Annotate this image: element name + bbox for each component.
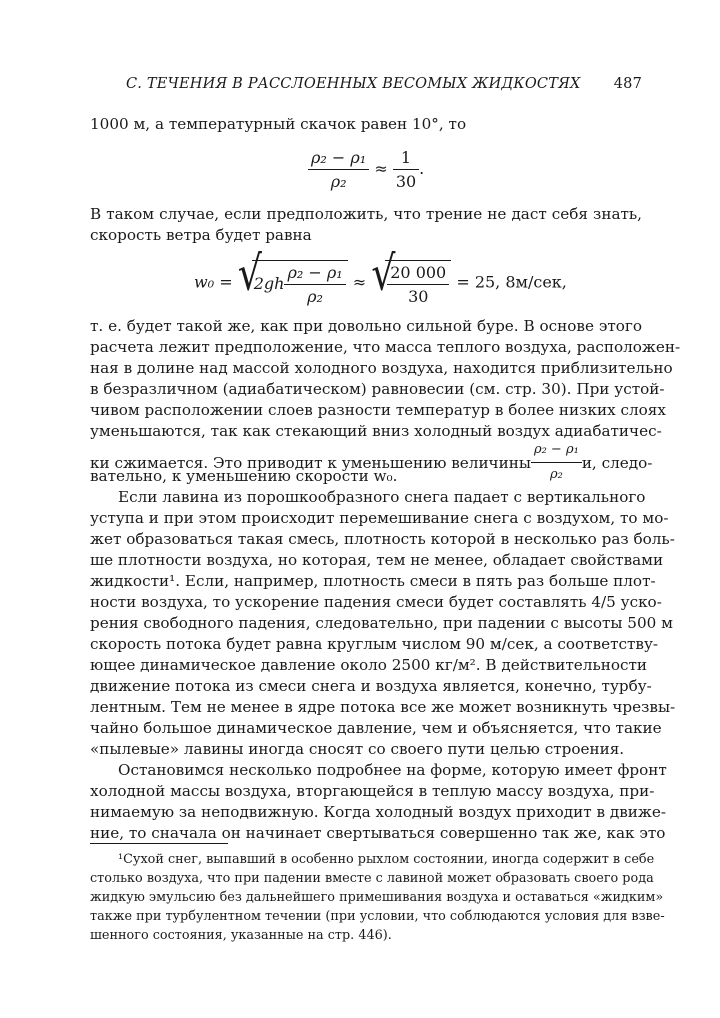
approx-sign: ≈ — [374, 159, 388, 178]
equation-result: = 25, 8м/сек, — [456, 272, 567, 292]
equation-density-ratio — [308, 148, 424, 191]
fraction-denominator: ρ₂ — [549, 467, 563, 482]
fraction-denominator: 30 — [395, 172, 417, 191]
footnote-line: также при турбулентном течении (при условии, что соблюдаются условия для взве- — [90, 909, 665, 924]
text-line: В таком случае, если предположить, что трение не даст себя знать, — [90, 205, 642, 223]
footnote-line: шенного состояния, указанные на стр. 446). — [90, 928, 392, 943]
fraction-denominator: ρ₂ — [307, 287, 323, 306]
inline-text: ки сжимается. Это приводит к уменьшению величины — [90, 453, 531, 472]
text-line: Если лавина из порошкообразного снега падает с вертикального — [118, 488, 646, 506]
fraction-denominator: 30 — [408, 287, 429, 306]
square-root: √ $\frac{20 000}{30}$ — [371, 260, 451, 306]
text-line: уменьшаются, так как стекающий вниз холодный воздух адиабатичес- — [90, 422, 662, 440]
text-line: скорость ветра будет равна — [90, 226, 312, 244]
fraction-denominator: ρ₂ — [330, 172, 347, 191]
running-header — [90, 76, 642, 98]
text-line: вательно, к уменьшению скорости w₀. — [90, 467, 398, 485]
text-line: 1000 м, а температурный скачок равен 10°, то — [90, 115, 467, 133]
text-line: чайно большое динамическое давление, чем и объясняется, что такие — [90, 719, 662, 737]
equation-end: . — [419, 159, 425, 178]
fraction-numerator: ρ₂ − ρ₁ — [531, 440, 582, 463]
footnote-line: жидкую эмульсию без дальнейшего примешивания воздуха и оставаться «жидким» — [90, 890, 664, 905]
text-line: ная в долине над массой холодного воздуха, находится приблизительно — [90, 359, 673, 377]
text-line: ности воздуха, то ускорение падения смеси будет составлять 4/5 уско- — [90, 593, 662, 611]
approx-sign: ≈ — [352, 272, 367, 292]
square-root: √ 2gh $\frac{\text{ρ₂ − ρ₁}}{\text{ρ₂}}$ — [238, 260, 348, 306]
text-line: холодной массы воздуха, вторгающейся в теплую массу воздуха, при- — [90, 782, 655, 800]
text-line: Остановимся несколько подробнее на форме, которую имеет фронт — [118, 761, 667, 779]
text-line: т. е. будет такой же, как при довольно сильной буре. В основе этого — [90, 317, 642, 335]
text-line: лентным. Тем не менее в ядре потока все же может возникнуть чрезвы- — [90, 698, 676, 716]
text-line: ние, то сначала он начинает свертываться совершенно так же, как это — [90, 824, 666, 842]
footnote-line: ¹Сухой снег, выпавший в особенно рыхлом состоянии, иногда содержит в себе — [118, 852, 655, 867]
header-title: С. ТЕЧЕНИЯ В РАССЛОЕННЫХ ВЕСОМЫХ ЖИДКОСТЯХ — [126, 76, 581, 92]
equation-lhs: w₀ = — [194, 272, 233, 292]
text-line: ющее динамическое давление около 2500 кг/м². В действительности — [90, 656, 648, 674]
text-line: ше плотности воздуха, но которая, тем не менее, обладает свойствами — [90, 551, 664, 569]
text-line: чивом расположении слоев разности температур в более низких слоях — [90, 401, 666, 419]
text-line: рения свободного падения, следовательно, при падении с высоты 500 м — [90, 614, 673, 632]
text-line: движение потока из смеси снега и воздуха является, конечно, турбу- — [90, 677, 652, 695]
fraction-numerator: 20 000 — [387, 263, 449, 285]
text-line: в безразличном (адиабатическом) равновесии (см. стр. 30). При устой- — [90, 380, 665, 398]
equation-wind-speed — [194, 245, 567, 306]
radicand-prefix: 2gh — [253, 274, 285, 293]
text-line: скорость потока будет равна круглым числом 90 м/сек, а соответству- — [90, 635, 659, 653]
footnote-rule — [90, 843, 228, 844]
fraction-numerator: 1 — [393, 148, 419, 170]
text-line: уступа и при этом происходит перемешивание снега с воздухом, то мо- — [90, 509, 669, 527]
text-line: «пылевые» лавины иногда сносят со своего пути целью строения. — [90, 740, 625, 758]
text-line: расчета лежит предположение, что масса теплого воздуха, расположен- — [90, 338, 681, 356]
text-line: жет образоваться такая смесь, плотность которой в несколько раз боль- — [90, 530, 675, 548]
text-line: жидкости¹. Если, например, плотность смеси в пять раз больше плот- — [90, 572, 656, 590]
page-number: 487 — [613, 76, 642, 92]
inline-text: и, следо- — [581, 453, 653, 472]
fraction-numerator: ρ₂ − ρ₁ — [284, 263, 345, 285]
text-line: нимаемую за неподвижную. Когда холодный воздух приходит в движе- — [90, 803, 667, 821]
fraction-numerator: ρ₂ − ρ₁ — [308, 148, 369, 170]
footnote-line: столько воздуха, что при падении вместе с лавиной может образовать своего рода — [90, 871, 654, 886]
